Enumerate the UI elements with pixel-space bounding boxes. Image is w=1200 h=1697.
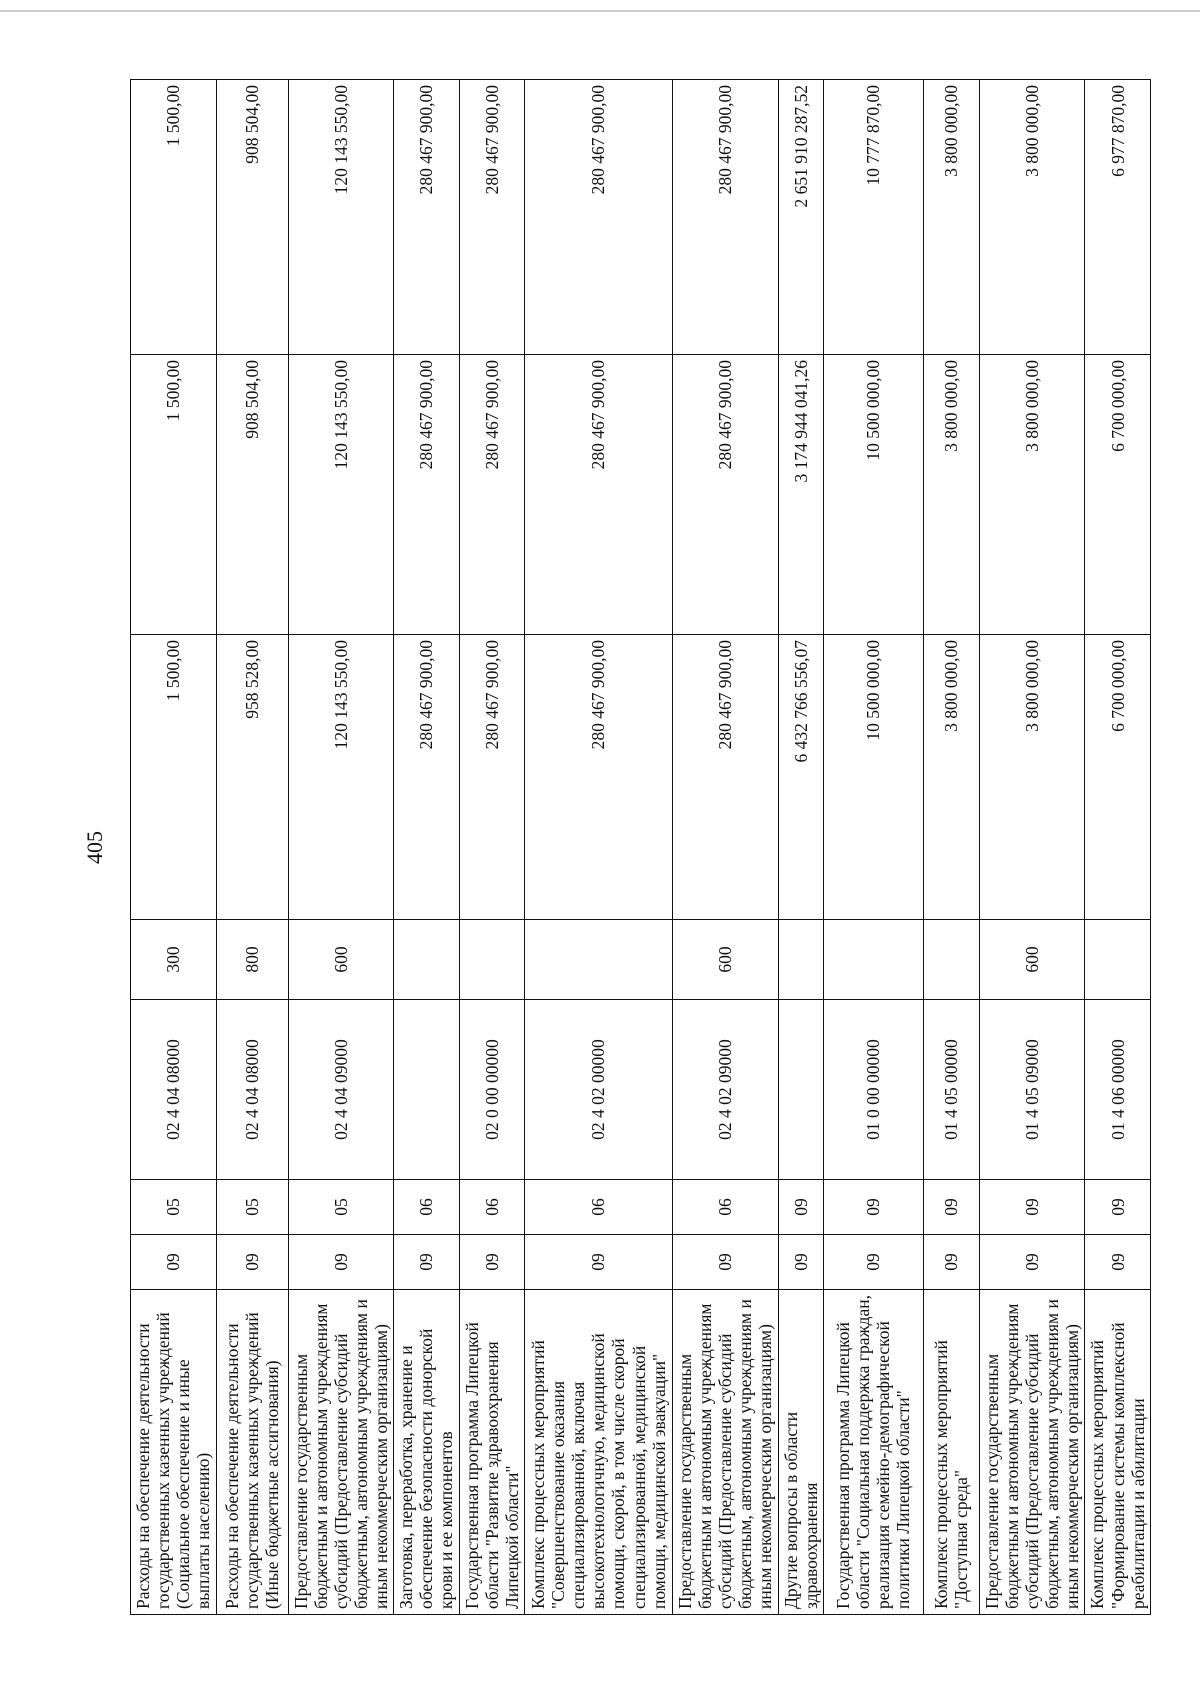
row-target-article: 01 4 06 00000 [1085, 1000, 1150, 1180]
row-target-article: 02 4 04 08000 [216, 1000, 288, 1180]
row-description: Предоставление государственным бюджетным и автономным учреждениям субсидий (Предоставление субсидий бюджетным, автономным учреждениям и иным некоммерческим организациям) [288, 1290, 394, 1615]
row-section-code: 09 [823, 1180, 923, 1235]
row-expense-type [778, 920, 823, 1000]
row-amount-year-1: 3 800 000,00 [923, 635, 979, 920]
rotated-page [80, 80, 1148, 1615]
row-amount-year-1: 10 500 000,00 [823, 635, 923, 920]
row-amount-year-3: 6 977 870,00 [1085, 80, 1150, 355]
table-row [672, 80, 778, 1615]
row-ministry-code: 09 [216, 1235, 288, 1290]
row-amount-year-3: 908 504,00 [216, 80, 288, 355]
table-row [288, 80, 394, 1615]
scan-edge-line [0, 10, 1200, 12]
row-ministry-code: 09 [394, 1235, 459, 1290]
row-expense-type [394, 920, 459, 1000]
row-amount-year-3: 1 500,00 [131, 80, 217, 355]
row-description: Расходы на обеспечение деятельности государственных казенных учреждений (Иные бюджетные ассигнования) [216, 1290, 288, 1615]
row-ministry-code: 09 [1085, 1235, 1150, 1290]
row-section-code: 06 [672, 1180, 778, 1235]
row-amount-year-3: 120 143 550,00 [288, 80, 394, 355]
row-amount-year-1: 1 500,00 [131, 635, 217, 920]
row-amount-year-1: 280 467 900,00 [672, 635, 778, 920]
row-expense-type: 600 [672, 920, 778, 1000]
row-section-code: 09 [979, 1180, 1085, 1235]
row-target-article [394, 1000, 459, 1180]
row-ministry-code: 09 [823, 1235, 923, 1290]
row-expense-type [823, 920, 923, 1000]
row-expense-type [459, 920, 524, 1000]
row-ministry-code: 09 [288, 1235, 394, 1290]
row-expense-type: 600 [979, 920, 1085, 1000]
row-amount-year-3: 3 800 000,00 [923, 80, 979, 355]
row-section-code: 06 [459, 1180, 524, 1235]
row-target-article: 02 0 00 00000 [459, 1000, 524, 1180]
table-row [394, 80, 459, 1615]
row-description: Комплекс процессных мероприятий "Совершенствование оказания специализированной, включая высокотехнологичную, медицинской помощи, скорой, в том числе скорой специализированной, медицинской помощи, медицинской эвакуации" [524, 1290, 672, 1615]
row-expense-type [923, 920, 979, 1000]
row-section-code: 09 [778, 1180, 823, 1235]
table-row [524, 80, 672, 1615]
row-amount-year-1: 280 467 900,00 [459, 635, 524, 920]
row-target-article [778, 1000, 823, 1180]
row-amount-year-3: 280 467 900,00 [672, 80, 778, 355]
budget-table-body [131, 80, 1151, 1615]
row-amount-year-3: 280 467 900,00 [459, 80, 524, 355]
row-section-code: 05 [131, 1180, 217, 1235]
row-target-article: 02 4 04 09000 [288, 1000, 394, 1180]
row-description: Предоставление государственным бюджетным и автономным учреждениям субсидий (Предоставление субсидий бюджетным, автономным учреждениям и иным некоммерческим организациям) [672, 1290, 778, 1615]
row-amount-year-2: 6 700 000,00 [1085, 355, 1150, 635]
row-ministry-code: 09 [131, 1235, 217, 1290]
row-description: Государственная программа Липецкой области "Социальная поддержка граждан, реализация семейно-демографической политики Липецкой области" [823, 1290, 923, 1615]
row-expense-type: 800 [216, 920, 288, 1000]
row-amount-year-1: 6 700 000,00 [1085, 635, 1150, 920]
table-row [1085, 80, 1150, 1615]
row-description: Расходы на обеспечение деятельности государственных казенных учреждений (Социальное обеспечение и иные выплаты населению) [131, 1290, 217, 1615]
row-section-code: 05 [216, 1180, 288, 1235]
row-amount-year-1: 280 467 900,00 [394, 635, 459, 920]
row-amount-year-2: 1 500,00 [131, 355, 217, 635]
row-amount-year-2: 280 467 900,00 [672, 355, 778, 635]
row-ministry-code: 09 [524, 1235, 672, 1290]
row-amount-year-2: 10 500 000,00 [823, 355, 923, 635]
row-target-article: 01 4 05 00000 [923, 1000, 979, 1180]
row-amount-year-1: 3 800 000,00 [979, 635, 1085, 920]
row-amount-year-3: 280 467 900,00 [394, 80, 459, 355]
row-amount-year-1: 120 143 550,00 [288, 635, 394, 920]
row-section-code: 09 [923, 1180, 979, 1235]
table-row [923, 80, 979, 1615]
budget-table [130, 79, 1151, 1615]
row-section-code: 05 [288, 1180, 394, 1235]
row-target-article: 02 4 02 00000 [524, 1000, 672, 1180]
row-target-article: 02 4 02 09000 [672, 1000, 778, 1180]
row-section-code: 06 [394, 1180, 459, 1235]
row-expense-type [1085, 920, 1150, 1000]
row-expense-type: 600 [288, 920, 394, 1000]
table-row [459, 80, 524, 1615]
row-amount-year-2: 3 174 944 041,26 [778, 355, 823, 635]
table-row [216, 80, 288, 1615]
row-amount-year-3: 280 467 900,00 [524, 80, 672, 355]
table-row [979, 80, 1085, 1615]
page-number: 405 [82, 831, 107, 864]
row-ministry-code: 09 [979, 1235, 1085, 1290]
row-target-article: 01 0 00 00000 [823, 1000, 923, 1180]
row-amount-year-1: 6 432 766 556,07 [778, 635, 823, 920]
row-description: Государственная программа Липецкой области "Развитие здравоохранения Липецкой области" [459, 1290, 524, 1615]
row-section-code: 09 [1085, 1180, 1150, 1235]
row-description: Заготовка, переработка, хранение и обеспечение безопасности донорской крови и ее компонентов [394, 1290, 459, 1615]
row-amount-year-1: 958 528,00 [216, 635, 288, 920]
row-section-code: 06 [524, 1180, 672, 1235]
row-description: Комплекс процессных мероприятий "Формирование системы комплексной реабилитации и абилитации [1085, 1290, 1150, 1615]
row-expense-type: 300 [131, 920, 217, 1000]
row-expense-type [524, 920, 672, 1000]
table-row [778, 80, 823, 1615]
row-ministry-code: 09 [778, 1235, 823, 1290]
row-description: Комплекс процессных мероприятий "Доступная среда" [923, 1290, 979, 1615]
row-ministry-code: 09 [923, 1235, 979, 1290]
row-target-article: 02 4 04 08000 [131, 1000, 217, 1180]
row-description: Другие вопросы в области здравоохранения [778, 1290, 823, 1615]
row-amount-year-3: 3 800 000,00 [979, 80, 1085, 355]
row-target-article: 01 4 05 09000 [979, 1000, 1085, 1180]
row-amount-year-2: 3 800 000,00 [923, 355, 979, 635]
row-amount-year-3: 10 777 870,00 [823, 80, 923, 355]
row-ministry-code: 09 [459, 1235, 524, 1290]
row-amount-year-3: 2 651 910 287,52 [778, 80, 823, 355]
row-amount-year-2: 280 467 900,00 [459, 355, 524, 635]
row-amount-year-2: 3 800 000,00 [979, 355, 1085, 635]
row-amount-year-2: 908 504,00 [216, 355, 288, 635]
row-amount-year-1: 280 467 900,00 [524, 635, 672, 920]
row-description: Предоставление государственным бюджетным и автономным учреждениям субсидий (Предоставление субсидий бюджетным, автономным учреждениям и иным некоммерческим организациям) [979, 1290, 1085, 1615]
table-row [823, 80, 923, 1615]
row-ministry-code: 09 [672, 1235, 778, 1290]
row-amount-year-2: 280 467 900,00 [394, 355, 459, 635]
table-row [131, 80, 217, 1615]
row-amount-year-2: 120 143 550,00 [288, 355, 394, 635]
row-amount-year-2: 280 467 900,00 [524, 355, 672, 635]
